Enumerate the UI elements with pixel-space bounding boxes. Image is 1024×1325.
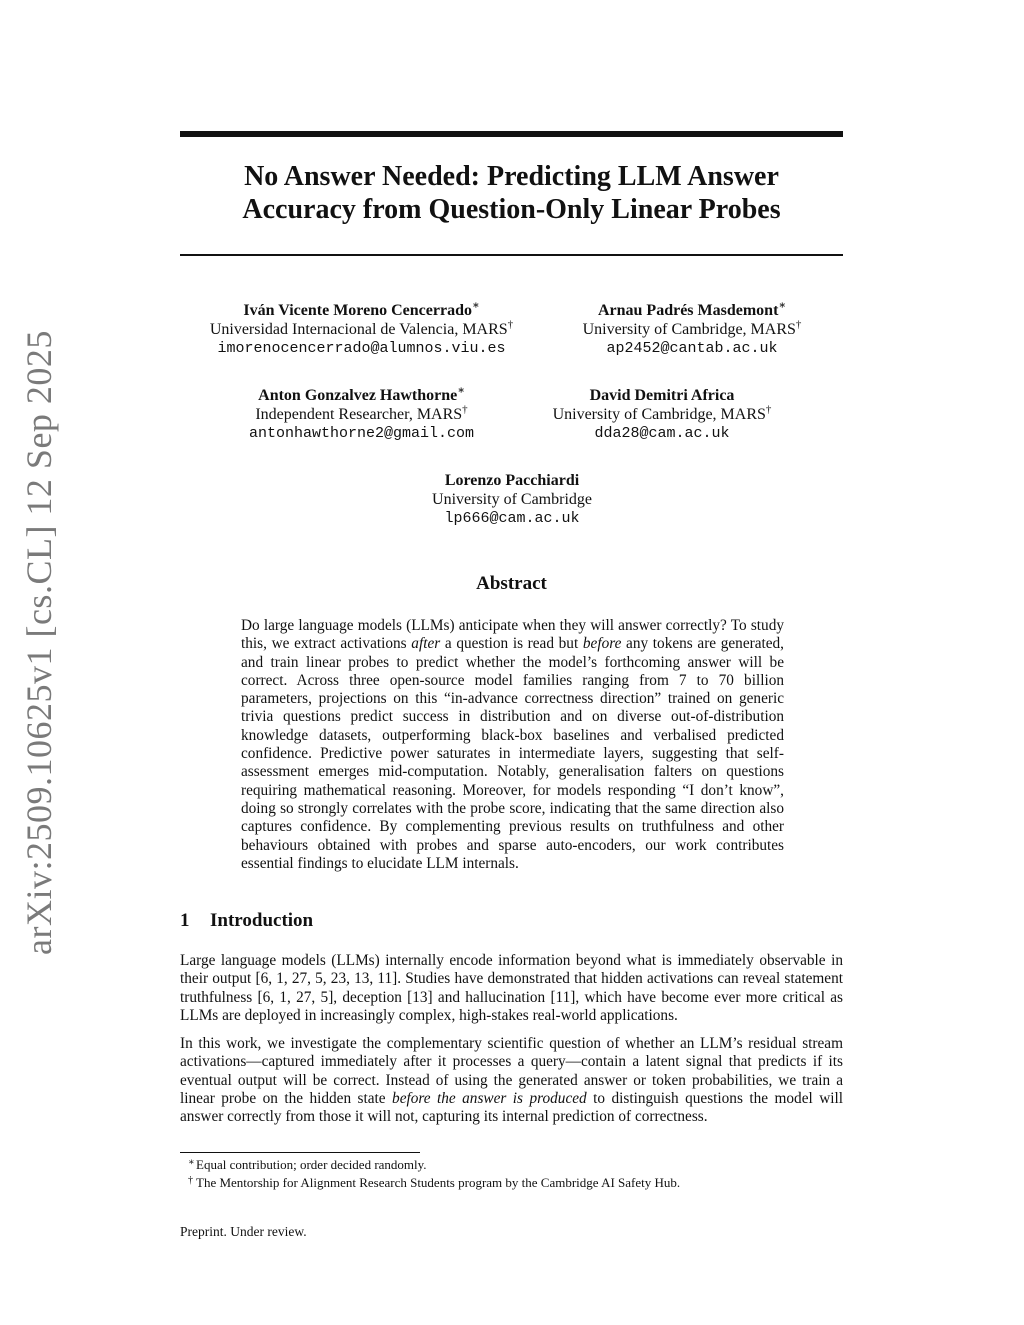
author-email[interactable]: dda28@cam.ac.uk (594, 425, 730, 442)
title-top-rule (180, 131, 843, 137)
abstract-text: Do large language models (LLMs) anticipate when they will answer correctly? To study this, we extract activations after a question is read but before any tokens are generated, and train linear probes to predict whether the model’s forthcoming answer will be correct. Across three open-source model families ranging from 7 to 70 billion parameters, projections on this “in-advance correctness direction” trained on generic trivia questions predict success in distribution and on diverse out-of-distribution knowledge datasets, outperforming black-box baselines and verbalised predicted confidence. Predictive power saturates in intermediate layers, suggesting that self-assessment emerges mid-computation. Notably, generalisation falters on questions requiring mathematical reasoning. Moreover, for models responding “I don’t know”, doing so strongly correlates with the probe score, indicating that the same direction also captures confidence. By complementing previous results on truthfulness and other behaviours obtained with probes and sparse auto-encoders, our work contributes essential findings to elucidate LLM internals. (241, 617, 785, 872)
author-affiliation: Universidad Internacional de Valencia, MARS (209, 321, 508, 338)
author-email[interactable]: antonhawthorne2@gmail.com (248, 425, 475, 442)
title-bottom-rule (180, 254, 843, 256)
arxiv-stamp: arXiv:2509.10625v1 [cs.CL] 12 Sep 2025 (19, 330, 59, 955)
author-block (372, 471, 652, 528)
section-title: Introduction (210, 910, 314, 931)
author-affiliation: University of Cambridge, MARS (552, 406, 766, 423)
mars-mark: † (795, 318, 802, 331)
section-number: 1 (180, 910, 190, 931)
author-block (522, 386, 802, 443)
author-affiliation: University of Cambridge (432, 491, 592, 508)
equal-contribution-mark: ∗ (471, 299, 480, 312)
equal-contribution-mark: ∗ (778, 299, 787, 312)
footnote-mark: ∗ (188, 1157, 195, 1168)
author-block (220, 386, 503, 443)
paper-title (180, 160, 843, 226)
footnote (188, 1157, 427, 1173)
author-name: David Demitri Africa (589, 387, 735, 404)
emphasis: before the answer is produced (392, 1089, 587, 1107)
section-heading (180, 910, 313, 932)
mars-mark: † (507, 318, 514, 331)
author-email[interactable]: lp666@cam.ac.uk (444, 510, 580, 527)
footnote-text: The Mentorship for Alignment Research Students program by the Cambridge AI Safety Hub. (196, 1175, 681, 1190)
abstract-heading: Abstract (476, 573, 547, 594)
author-affiliation: Independent Researcher, MARS (255, 406, 463, 423)
author-name: Arnau Padrés Masdemont (597, 302, 779, 319)
emphasis: before (582, 635, 622, 653)
title-line-2: Accuracy from Question-Only Linear Probes (242, 194, 781, 225)
author-affiliation: University of Cambridge, MARS (582, 321, 796, 338)
author-email[interactable]: ap2452@cantab.ac.uk (606, 340, 778, 357)
footnote-rule (180, 1152, 420, 1153)
title-line-1: No Answer Needed: Predicting LLM Answer (244, 161, 779, 192)
author-block (552, 301, 832, 358)
author-name: Anton Gonzalvez Hawthorne (258, 387, 458, 404)
intro-paragraph-2: In this work, we investigate the complementary scientific question of whether an LLM’s residual stream activations—captured immediately after it processes a query—contain a latent signal that predicts if its eventual output will be correct. Instead of using the generated answer or token probabilities, we train a linear probe on the hidden state before the answer is produced to distinguish questions the model will answer correctly from those it will not, capturing its internal prediction of correctness. (180, 1035, 843, 1126)
footnote-text: Equal contribution; order decided randomly. (196, 1157, 427, 1172)
emphasis: after (411, 635, 441, 653)
footnote (188, 1175, 681, 1191)
author-name: Lorenzo Pacchiardi (444, 472, 580, 489)
preprint-note: Preprint. Under review. (180, 1224, 307, 1239)
mars-mark: † (462, 403, 468, 416)
author-email[interactable]: imorenocencerrado@alumnos.viu.es (217, 340, 506, 357)
author-name: Iván Vicente Moreno Cencerrado (243, 302, 472, 319)
author-block (200, 301, 523, 358)
intro-paragraph-1: Large language models (LLMs) internally encode information beyond what is immediately observable in their output [6, 1, 27, 5, 23, 13, 11]. Studies have demonstrated that hidden activations can reveal statement truthfulness [6, 1, 27, 5], deception [13] and hallucination [11], which have become ever more critical as LLMs are deployed in increasingly complex, high-stakes real-world applications. (180, 952, 843, 1024)
footnote-mark: † (188, 1175, 193, 1186)
equal-contribution-mark: ∗ (457, 384, 465, 397)
mars-mark: † (765, 403, 772, 416)
